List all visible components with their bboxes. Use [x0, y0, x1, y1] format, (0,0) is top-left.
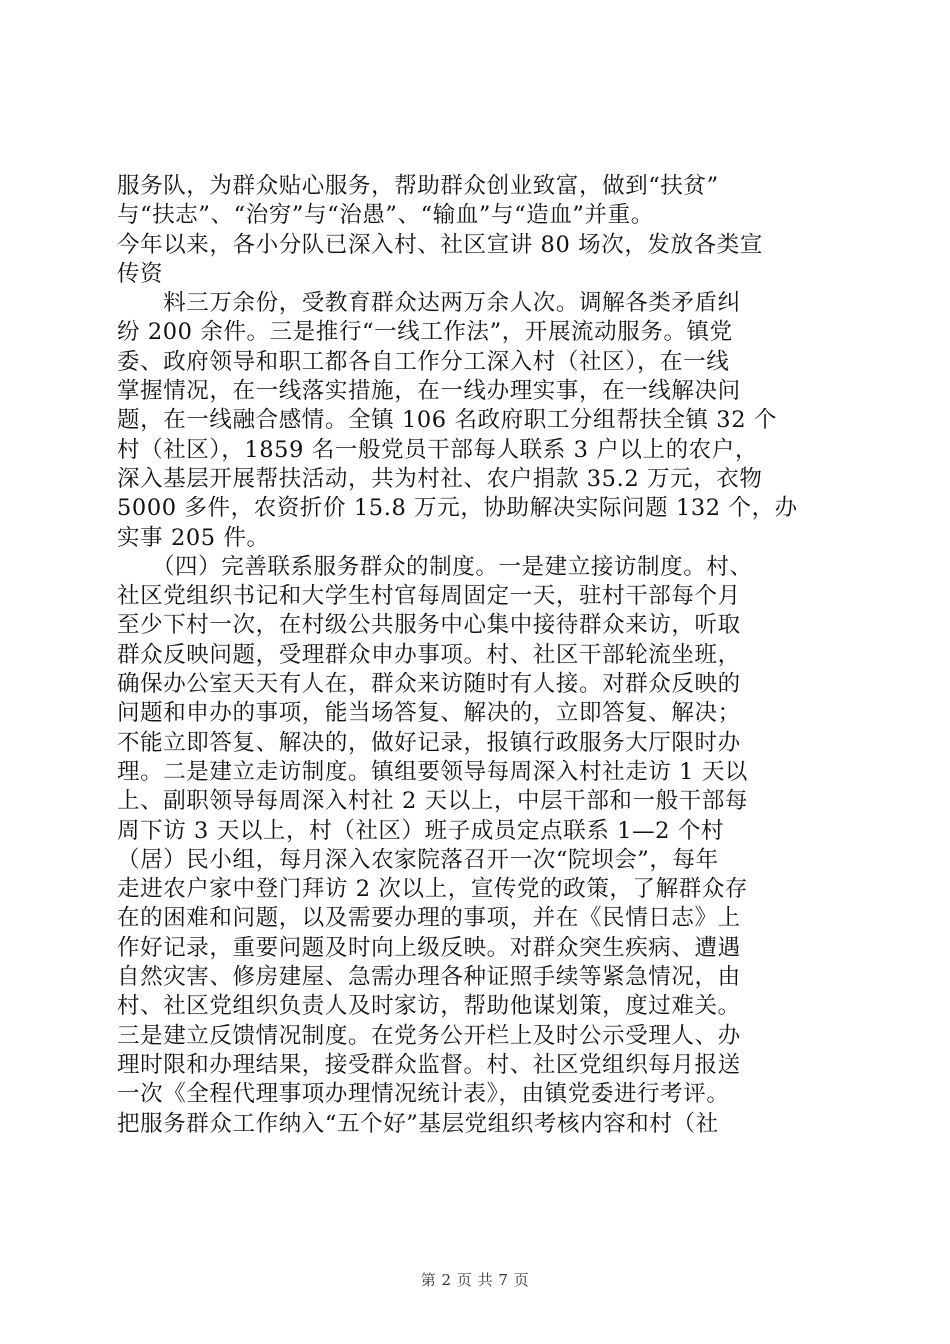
text-line: 不能立即答复、解决的，做好记录，报镇行政服务大厅限时办 [117, 729, 741, 756]
text-line: 委、政府领导和职工都各自工作分工深入村（社区），在一线 [117, 348, 730, 375]
text-line: 5000 多件，农资折价 15.8 万元，协助解决实际问题 132 个，办 [117, 495, 798, 522]
text-line: 传资 [117, 260, 164, 287]
text-line: 周下访 3 天以上，村（社区）班子成员定点联系 1—2 个村 [117, 817, 725, 844]
text-line: 与“扶志”、“治穷”与“治愚”、“输血”与“造血”并重。 [117, 202, 654, 229]
text-line: 理。二是建立走访制度。镇组要领导每周深入村社走访 1 天以 [117, 758, 749, 785]
text-line: 实事 205 件。 [117, 524, 270, 551]
text-line: 上、副职领导每周深入村社 2 天以上，中层干部和一般干部每 [117, 788, 749, 815]
text-line: （四）完善联系服务群众的制度。一是建立接访制度。村、 [117, 553, 753, 580]
text-line: 至少下村一次，在村级公共服务中心集中接待群众来访，听取 [117, 612, 741, 639]
text-line: 服务队，为群众贴心服务，帮助群众创业致富，做到“扶贫” [117, 173, 719, 199]
text-line: 群众反映问题，受理群众申办事项。村、社区干部轮流坐班， [117, 641, 741, 668]
text-line: 一次《全程代理事项办理情况统计表》，由镇党委进行考评。 [117, 1081, 730, 1108]
text-line: 问题和申办的事项，能当场答复、解决的，立即答复、解决； [117, 700, 741, 727]
page-footer: 第 2 页 共 7 页 [420, 1271, 530, 1289]
text-line: 掌握情况，在一线落实措施，在一线办理实事，在一线解决问 [117, 378, 741, 405]
text-line: （居）民小组，每月深入农家院落召开一次“院坝会”，每年 [117, 846, 719, 873]
text-line: 走进农户家中登门拜访 2 次以上，宣传党的政策，了解群众存 [117, 876, 749, 903]
text-line: 社区党组织书记和大学生村官每周固定一天，驻村干部每个月 [117, 583, 741, 610]
text-line: 题，在一线融合感情。全镇 106 名政府职工分组帮扶全镇 32 个 [117, 407, 777, 434]
text-line: 料三万余份，受教育群众达两万余人次。调解各类矛盾纠 [117, 290, 741, 317]
text-line: 纷 200 余件。三是推行“一线工作法”，开展流动服务。镇党 [117, 319, 733, 346]
text-line: 理时限和办理结果，接受群众监督。村、社区党组织每月报送 [117, 1051, 741, 1078]
body-text [117, 172, 833, 1139]
text-line: 深入基层开展帮扶活动，共为村社、农户捐款 35.2 万元，衣物 [117, 465, 763, 492]
text-line: 自然灾害、修房建屋、急需办理各种证照手续等紧急情况，由 [117, 964, 741, 991]
text-line: 今年以来，各小分队已深入村、社区宣讲 80 场次，发放各类宣 [117, 231, 763, 258]
text-line: 作好记录，重要问题及时向上级反映。对群众突生疾病、遭遇 [117, 934, 741, 961]
text-line: 村、社区党组织负责人及时家访，帮助他谋划策，度过难关。 [117, 993, 741, 1020]
text-line: 把服务群众工作纳入“五个好”基层党组织考核内容和村（社 [117, 1110, 719, 1137]
text-line: 三是建立反馈情况制度。在党务公开栏上及时公示受理人、办 [117, 1022, 741, 1049]
text-line: 确保办公室天天有人在，群众来访随时有人接。对群众反映的 [117, 671, 741, 698]
text-line: 在的困难和问题，以及需要办理的事项，并在《民情日志》上 [117, 905, 741, 932]
text-line: 村（社区），1859 名一般党员干部每人联系 3 户以上的农户， [117, 436, 758, 463]
